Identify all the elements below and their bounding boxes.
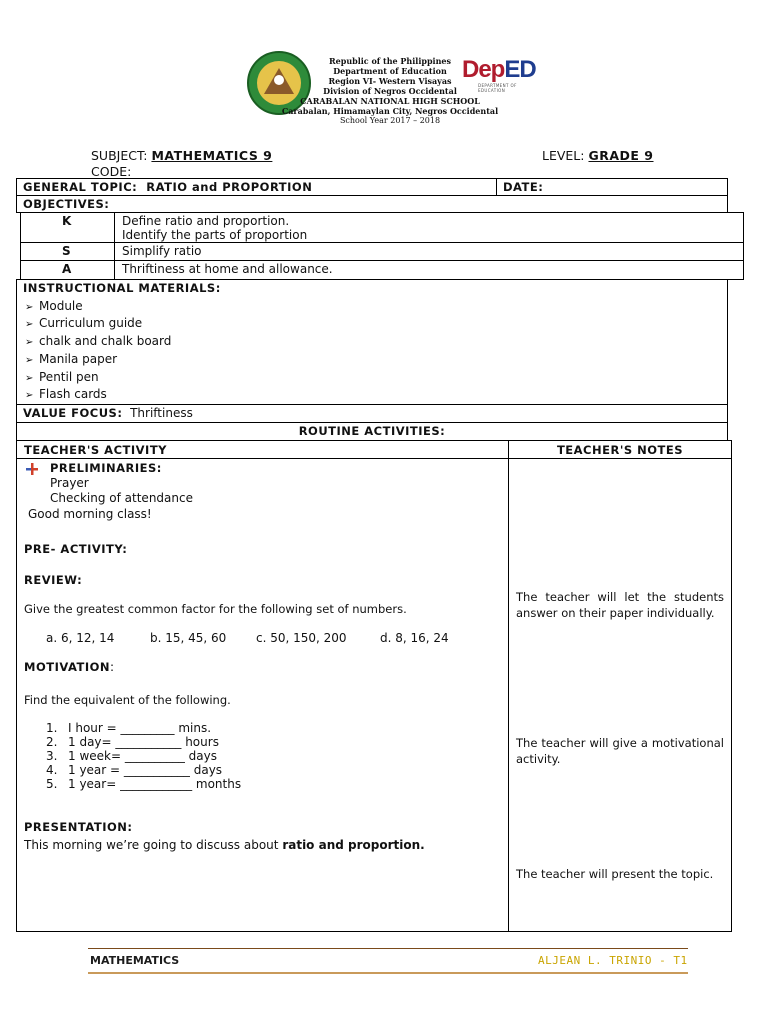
arrow-bullet-icon: ➢ (25, 355, 34, 366)
subject-label: SUBJECT: (91, 148, 148, 163)
list-item: 4. 1 year = ___________ days (46, 763, 223, 777)
value-focus-label: VALUE FOCUS: (23, 406, 123, 420)
greeting-text: Good morning class! (28, 507, 152, 521)
objectives-row (16, 195, 728, 213)
preliminaries-heading: PRELIMINARIES: (50, 461, 162, 475)
objective-key: A (62, 262, 72, 276)
general-topic (23, 180, 312, 195)
header-line: Department of Education (333, 66, 447, 76)
teacher-note: The teacher will let the students answer on their paper individually. (516, 590, 724, 620)
review-item: c. 50, 150, 200 (256, 631, 347, 645)
teacher-note: The teacher will give a motivational activity. (516, 736, 724, 766)
list-item: ➢ Manila paper (25, 352, 118, 366)
header-line: School Year 2017 – 2018 (339, 116, 441, 125)
footer-subject: MATHEMATICS (90, 954, 180, 967)
list-item: 2. 1 day= ___________ hours (46, 735, 219, 749)
arrow-bullet-icon: ➢ (25, 319, 34, 330)
deped-tagline: DEPARTMENT OF EDUCATION (478, 83, 517, 93)
list-item: ➢ Flash cards (25, 387, 107, 401)
review-item: a. 6, 12, 14 (46, 631, 115, 645)
objective-key: K (62, 214, 72, 228)
review-instruction: Give the greatest common factor for the following set of numbers. (24, 602, 407, 616)
materials-label: INSTRUCTIONAL MATERIALS: (23, 281, 221, 295)
value-focus-value: Thriftiness (130, 406, 193, 420)
objective-text: Simplify ratio (122, 244, 202, 258)
level-value: GRADE 9 (588, 148, 654, 163)
footer-rule (88, 948, 688, 949)
divider (114, 212, 115, 280)
header-line: Carabalan, Himamaylan City, Negros Occidental (281, 106, 499, 116)
arrow-bullet-icon: ➢ (25, 373, 34, 384)
header-line: Division of Negros Occidental (323, 86, 457, 96)
routine-label: ROUTINE ACTIVITIES: (298, 424, 446, 438)
column-header-notes: TEACHER'S NOTES (556, 443, 684, 457)
list-item: ➢ chalk and chalk board (25, 334, 172, 348)
arrow-bullet-icon: ➢ (25, 390, 34, 401)
column-header-activity: TEACHER'S ACTIVITY (24, 443, 167, 457)
objective-text: Define ratio and proportion. (122, 214, 290, 228)
objective-key: S (62, 244, 71, 258)
general-topic-label: GENERAL TOPIC: (23, 180, 138, 194)
review-heading: REVIEW: (24, 573, 83, 587)
pre-activity-heading: PRE- ACTIVITY: (24, 542, 128, 556)
presentation-text: This morning we’re going to discuss about ratio and proportion. (24, 838, 425, 852)
header-line: Republic of the Philippines (328, 56, 451, 66)
arrow-bullet-icon: ➢ (25, 337, 34, 348)
list-item: 5. 1 year= ____________ months (46, 777, 242, 791)
list-item: ➢ Module (25, 299, 83, 313)
review-item: d. 8, 16, 24 (380, 631, 449, 645)
code-label: CODE: (91, 164, 132, 179)
motivation-heading: MOTIVATION: (24, 660, 115, 674)
level-line (542, 148, 654, 163)
list-item: ➢ Curriculum guide (25, 316, 143, 330)
arrow-bullet-icon: ➢ (25, 302, 34, 313)
deped-logo-text: DepED (462, 56, 536, 83)
subject-value: MATHEMATICS 9 (151, 148, 273, 163)
level-label: LEVEL: (542, 148, 585, 163)
divider (16, 458, 732, 459)
value-focus (23, 406, 193, 421)
footer-author: ALJEAN L. TRINIO - T1 (538, 954, 688, 967)
subject-line (91, 148, 272, 163)
header-line: CARABALAN NATIONAL HIGH SCHOOL (300, 96, 480, 106)
header-line: Region VI- Western Visayas (328, 76, 452, 86)
plus-bullet-icon (26, 463, 38, 475)
objectives-label: OBJECTIVES: (23, 197, 110, 211)
divider (508, 440, 509, 932)
list-item: ➢ Pentil pen (25, 370, 99, 384)
list-item: 1. I hour = _________ mins. (46, 721, 212, 735)
general-topic-value: RATIO and PROPORTION (146, 180, 313, 194)
presentation-heading: PRESENTATION: (24, 820, 133, 834)
date-label: DATE: (503, 180, 544, 194)
prayer-text: Prayer (50, 476, 89, 490)
list-item: 3. 1 week= __________ days (46, 749, 217, 763)
footer-rule (88, 972, 688, 974)
attendance-text: Checking of attendance (50, 491, 193, 505)
review-item: b. 15, 45, 60 (150, 631, 227, 645)
objective-text: Identify the parts of proportion (122, 228, 308, 242)
motivation-instruction: Find the equivalent of the following. (24, 693, 231, 707)
deped-logo-icon (462, 56, 536, 93)
teacher-note: The teacher will present the topic. (516, 867, 714, 881)
objective-text: Thriftiness at home and allowance. (122, 262, 333, 276)
divider (496, 178, 497, 196)
